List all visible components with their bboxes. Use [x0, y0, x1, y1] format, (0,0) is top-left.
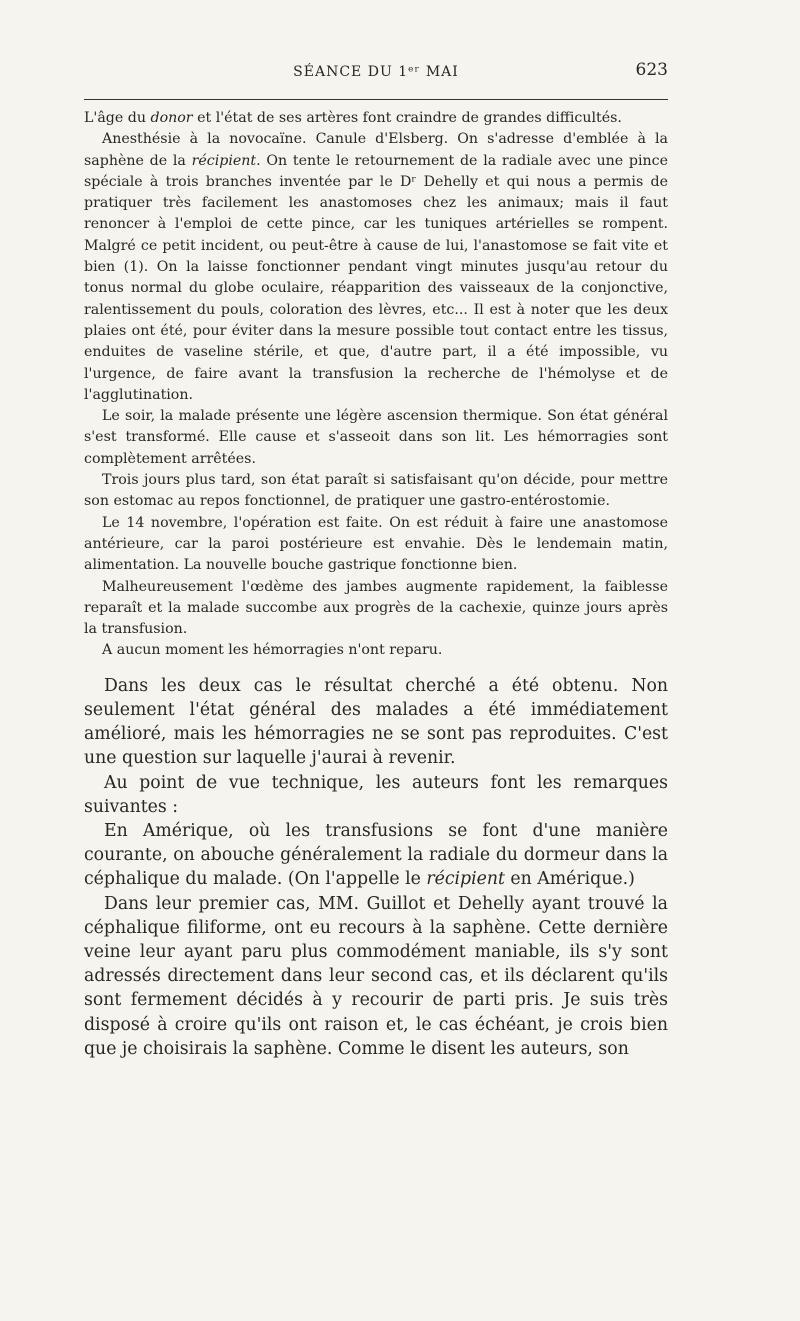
paragraph [84, 108, 668, 129]
paragraph [84, 892, 668, 1061]
paragraph [84, 674, 668, 771]
case-report-text [84, 108, 668, 662]
paragraph [84, 577, 668, 641]
paragraph [84, 771, 668, 819]
paragraph [84, 129, 668, 406]
paragraph [84, 513, 668, 577]
paragraph [84, 819, 668, 892]
page-body [84, 108, 668, 1061]
italic-term: donor [150, 110, 193, 126]
running-header [84, 60, 668, 88]
text-run: et l'état de ses artères font craindre de grandes difficultés. [192, 110, 622, 126]
main-text [84, 674, 668, 1061]
text-run: Malheureusement l'œdème des jambes augmente rapidement, la faiblesse reparaît et la malade succombe aux progrès de la cachexie, quinze jours après la transfusion. [84, 578, 668, 638]
paragraph [84, 470, 668, 513]
text-run: Dans les deux cas le résultat cherché a été obtenu. Non seulement l'état général des malades a été immédiatement amélioré, mais les hémorragies ne se sont pas reproduites. C'est une question sur laquelle j'aurai à revenir. [84, 675, 668, 769]
italic-term: récipient [426, 869, 505, 890]
header-rule [84, 99, 668, 100]
text-run: en Amérique.) [504, 869, 635, 890]
paragraph [84, 406, 668, 470]
text-run: En Amérique, où les transfusions se font d'une manière courante, on abouche généralement la radiale du dormeur dans la céphalique du malade. (On l'appelle le [84, 820, 668, 890]
running-title: SÉANCE DU 1ᵉʳ MAI [293, 64, 459, 80]
text-run: Au point de vue technique, les auteurs font les remarques suivantes : [84, 772, 668, 817]
text-run: Anesthésie à la novocaïne. Canule d'Elsberg. On s'adresse d'emblée à la saphène de la [84, 131, 668, 169]
text-run: L'âge du [84, 110, 151, 126]
text-run: A aucun moment les hémorragies n'ont reparu. [102, 642, 443, 659]
text-run: . On tente le retournement de la radiale avec une pince spéciale à trois branches inventée par le Dʳ Dehelly et qui nous a permis de pratiquer très facilement les anastomoses chez les animaux; mais il faut renoncer à l'emploi de cette pince, car les tuniques artérielles se rompent. Malgré ce petit incident, ou peut-être à cause de lui, l'anastomose se fait vite et bien (1). On la laisse fonctionner pendant vingt minutes jusqu'au retour du tonus normal du globe oculaire, réapparition des vaisseaux de la conjonctive, ralentissement du pouls, coloration des lèvres, etc... Il est à noter que les deux plaies ont été, pour éviter dans la mesure possible tout contact entre les tissus, enduites de vaseline stérile, et que, d'autre part, il a été impossible, vu l'urgence, de faire avant la transfusion la recherche de l'hémolyse et de l'agglutination. [84, 152, 668, 403]
page-number: 623 [635, 60, 668, 80]
text-run: Le soir, la malade présente une légère ascension thermique. Son état général s'est transformé. Elle cause et s'asseoit dans son lit. Les hémorragies sont complètement arrêtées. [84, 408, 668, 467]
paragraph [84, 640, 668, 661]
italic-term: récipient [191, 152, 257, 169]
text-run: Trois jours plus tard, son état paraît si satisfaisant qu'on décide, pour mettre son estomac au repos fonctionnel, de pratiquer une gastro-entérostomie. [84, 472, 668, 510]
text-run: Le 14 novembre, l'opération est faite. On est réduit à faire une anastomose antérieure, car la paroi postérieure est envahie. Dès le lendemain matin, alimentation. La nouvelle bouche gastrique fonctionne bien. [84, 514, 668, 574]
text-run: Dans leur premier cas, MM. Guillot et Dehelly ayant trouvé la céphalique filiforme, ont eu recours à la saphène. Cette dernière veine leur ayant paru plus commodément maniable, ils s'y sont adressés directement dans leur second cas, et ils déclarent qu'ils sont fermement décidés à y recourir de parti pris. Je suis très disposé à croire qu'ils ont raison et, le cas échéant, je crois bien que je choisirais la saphène. Comme le disent les auteurs, son [84, 893, 668, 1059]
